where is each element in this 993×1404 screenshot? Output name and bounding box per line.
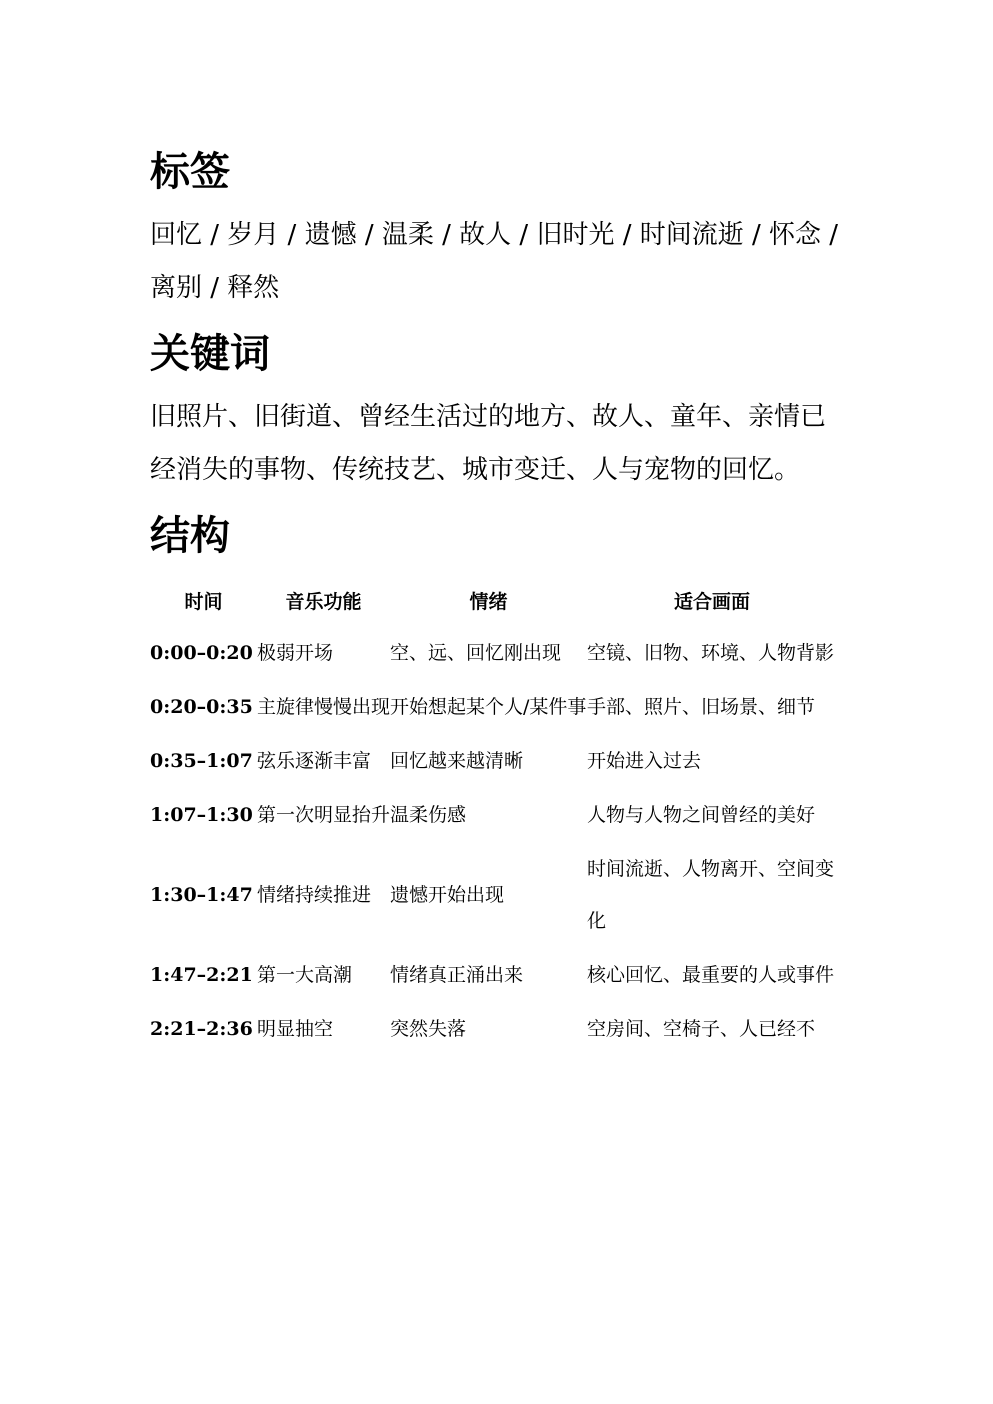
cell-music-function: 第一大高潮 xyxy=(257,964,353,986)
cell-scene: 空镜、旧物、环境、人物背影 xyxy=(587,642,835,664)
cell-scene: 空房间、空椅子、人已经不 xyxy=(587,1018,816,1040)
header-scene: 适合画面 xyxy=(673,590,750,613)
section-title-keywords: 关键词 xyxy=(150,331,270,377)
table-row xyxy=(150,788,837,842)
cell-emotion: 开始想起某个人/某件事 xyxy=(390,696,587,718)
table-row xyxy=(150,626,837,680)
table-row xyxy=(150,680,837,734)
table-row xyxy=(150,948,837,1002)
cell-music-function: 情绪持续推进 xyxy=(257,884,372,906)
header-emotion: 情绪 xyxy=(469,590,508,613)
cell-music-function: 明显抽空 xyxy=(257,1018,334,1040)
cell-emotion: 回忆越来越清晰 xyxy=(390,750,524,772)
section-title-structure: 结构 xyxy=(150,513,230,559)
cell-time: 0:20–0:35 xyxy=(150,696,253,718)
tags-text: 回忆 / 岁月 / 遗憾 / 温柔 / 故人 / 旧时光 / 时间流逝 / 怀念 / 离别 / 释然 xyxy=(150,220,839,303)
cell-time: 0:35–1:07 xyxy=(150,750,253,772)
header-time: 时间 xyxy=(184,590,223,613)
cell-emotion: 突然失落 xyxy=(390,1018,467,1040)
keywords-text: 旧照片、旧街道、曾经生活过的地方、故人、童年、亲情已经消失的事物、传统技艺、城市变迁、人与宠物的回忆。 xyxy=(150,402,827,485)
cell-time: 1:30–1:47 xyxy=(150,884,253,906)
cell-time: 2:21–2:36 xyxy=(150,1018,253,1040)
cell-emotion: 遗憾开始出现 xyxy=(390,884,505,906)
table-row xyxy=(150,1002,837,1056)
table-row xyxy=(150,842,837,948)
cell-emotion: 空、远、回忆刚出现 xyxy=(390,642,562,664)
structure-table xyxy=(150,574,837,1056)
table-row xyxy=(150,734,837,788)
cell-scene: 人物与人物之间曾经的美好 xyxy=(587,804,816,826)
cell-time: 0:00–0:20 xyxy=(150,642,253,664)
cell-scene: 时间流逝、人物离开、空间变化 xyxy=(587,858,835,932)
cell-scene: 手部、照片、旧场景、细节 xyxy=(587,696,816,718)
table-header-row xyxy=(150,574,837,626)
cell-music-function: 第一次明显抬升 xyxy=(257,804,391,826)
cell-emotion: 温柔伤感 xyxy=(390,804,467,826)
section-title-tags: 标签 xyxy=(150,149,230,195)
cell-scene: 核心回忆、最重要的人或事件 xyxy=(587,964,835,986)
cell-emotion: 情绪真正涌出来 xyxy=(390,964,524,986)
cell-music-function: 主旋律慢慢出现 xyxy=(257,696,391,718)
cell-music-function: 极弱开场 xyxy=(257,642,334,664)
header-music-function: 音乐功能 xyxy=(285,590,362,613)
cell-scene: 开始进入过去 xyxy=(587,750,702,772)
cell-music-function: 弦乐逐渐丰富 xyxy=(257,750,372,772)
cell-time: 1:47–2:21 xyxy=(150,964,253,986)
cell-time: 1:07–1:30 xyxy=(150,804,253,826)
